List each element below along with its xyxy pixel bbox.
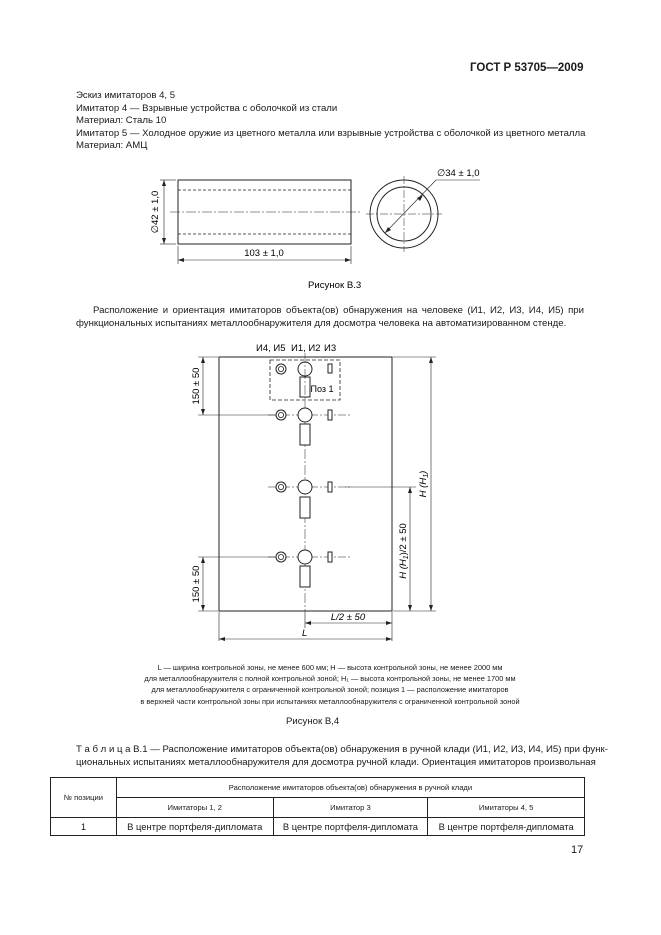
table-row [51, 818, 585, 836]
note-line: в верхней части контрольной зоны при испытаниях металлообнаружителя с ограниченной контрольной зоной [140, 696, 520, 706]
dim-bottom-offset: 150 ± 50 [191, 565, 202, 603]
figure-b4-caption: Рисунок В,4 [286, 716, 340, 727]
intro-line: Имитатор 5 — Холодное оружие из цветного металла или взрывные устройства с оболочкой из цветного металла [76, 127, 586, 139]
table-caption-line: циональных испытаниях металлообнаружителя для досмотра ручной клади. Ориентация имитаторов произвольная [76, 757, 596, 768]
dim-length: 103 ± 1,0 [244, 248, 284, 259]
note-line: L — ширина контрольной зоны, не менее 600 мм; H — высота контрольной зоны, не менее 2000 мм [157, 663, 503, 672]
header-imitators-1-2: Имитаторы 1, 2 [116, 798, 273, 818]
dim-width: L [302, 628, 308, 639]
label-i1-i2: И1, И2 [291, 343, 321, 354]
header-imitators-4-5: Имитаторы 4, 5 [428, 798, 585, 818]
header-group: Расположение имитаторов объекта(ов) обнаружения в ручной клади [116, 778, 584, 798]
note-line: для металлообнаружителя с полной контрольной зоной; H₁ — высота контрольной зоны, не менее 1700 мм [144, 674, 516, 684]
header-imitator-3: Имитатор 3 [273, 798, 428, 818]
imitator-group-row4 [268, 550, 352, 587]
table-caption [76, 743, 608, 769]
standard-number: ГОСТ Р 53705—2009 [470, 62, 584, 74]
intro-line: Имитатор 4 — Взрывные устройства с оболочкой из стали [76, 102, 338, 114]
header-position: № позиции [51, 778, 117, 818]
cell-imitators-1-2: В центре портфеля-дипломата [116, 818, 273, 836]
cell-imitator-3: В центре портфеля-дипломата [273, 818, 428, 836]
intro-line: Эскиз имитаторов 4, 5 [76, 90, 176, 101]
position-label: Поз 1 [310, 384, 334, 394]
page-number: 17 [571, 844, 584, 856]
dim-half-width: L/2 ± 50 [330, 612, 366, 623]
intro-line: Материал: АМЦ [76, 140, 148, 152]
note-line: для металлообнаружителя с ограниченной контрольной зоной; позиция 1 — расположение имитаторов [151, 685, 509, 695]
dim-outer-diameter: ∅42 ± 1,0 [150, 190, 161, 234]
dim-top-offset: 150 ± 50 [191, 367, 202, 405]
dim-inner-diameter: ∅34 ± 1,0 [437, 168, 480, 179]
table-b1 [50, 777, 585, 836]
cell-imitators-4-5: В центре портфеля-дипломата [428, 818, 585, 836]
paragraph-line: функциональных испытаниях металлообнаружителя для досмотра человека на автоматизированном стенде. [76, 318, 567, 329]
cell-position: 1 [51, 818, 117, 836]
table-caption-line: Т а б л и ц а В.1 — Расположение имитаторов объекта(ов) обнаружения в ручной клади (И1, И2, И3, И4, И5) при функ- [76, 744, 608, 755]
figure-b3-caption: Рисунок В.3 [308, 280, 362, 291]
imitator-group-row2 [268, 408, 352, 445]
figure-b4-notes [60, 662, 600, 707]
dim-height: H $(H_1)$ [418, 470, 430, 498]
label-i3: И3 [324, 343, 337, 354]
imitator-group-row3 [268, 480, 352, 518]
intro-line: Материал: Сталь 10 [76, 115, 167, 127]
dim-half-height: H $(H_1)/2 \pm 50$ [398, 523, 410, 579]
paragraph-line: Расположение и ориентация имитаторов объекта(ов) обнаружения на человеке (И1, И2, И3, И4, И5) при [93, 305, 584, 316]
label-i4-i5: И4, И5 [256, 343, 286, 354]
